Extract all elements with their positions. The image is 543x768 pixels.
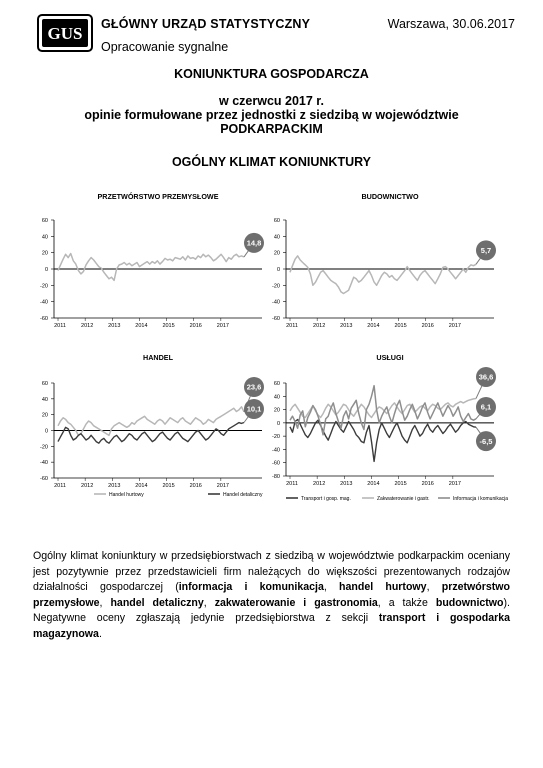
section-title: OGÓLNY KLIMAT KONIUNKTURY — [171, 155, 372, 169]
x-tick-label: 2011 — [286, 323, 298, 329]
callout — [476, 240, 496, 264]
description — [33, 549, 510, 642]
series-line — [290, 420, 476, 462]
callout-label: -6,5 — [479, 436, 493, 446]
chart-panel — [272, 353, 508, 502]
x-tick-label: 2013 — [340, 481, 353, 487]
y-tick-label: -40 — [272, 299, 280, 306]
chart-panel — [40, 353, 264, 498]
y-tick-label: 20 — [273, 407, 280, 414]
x-tick-label: 2012 — [81, 483, 94, 489]
y-tick-label: 60 — [41, 218, 48, 224]
x-tick-label: 2016 — [421, 481, 434, 487]
chart-title: HANDEL — [143, 353, 173, 362]
callout-label: 6,1 — [480, 402, 492, 412]
y-tick-label: 40 — [41, 234, 48, 241]
report-subtitle: Opracowanie sygnalne — [101, 40, 229, 54]
logo-text: GUS — [47, 24, 83, 43]
y-tick-label: 0 — [276, 420, 280, 427]
region-name: PODKARPACKIM — [220, 122, 323, 136]
legend-label: Transport i gosp. mag. — [301, 496, 351, 502]
y-tick-label: 40 — [273, 394, 280, 401]
chart-panel — [40, 192, 264, 329]
callout-label: 23,6 — [246, 382, 262, 392]
x-tick-label: 2014 — [367, 481, 380, 487]
chart-title: PRZETWÓRSTWO PRZEMYSŁOWE — [97, 192, 219, 201]
series-line — [58, 254, 244, 281]
y-tick-label: 60 — [41, 381, 48, 387]
x-tick-label: 2014 — [135, 483, 148, 489]
callout-label: 36,6 — [478, 372, 494, 382]
legend-label: Handel hurtowy — [109, 492, 144, 498]
y-tick-label: -60 — [40, 476, 48, 482]
y-tick-label: 0 — [276, 267, 280, 273]
x-tick-label: 2014 — [367, 323, 380, 329]
x-tick-label: 2013 — [340, 323, 353, 329]
y-tick-label: -40 — [40, 460, 48, 467]
y-tick-label: 60 — [273, 218, 280, 224]
y-tick-label: -40 — [272, 447, 280, 454]
callout — [244, 233, 264, 257]
y-tick-label: -60 — [272, 316, 280, 322]
main-title: KONIUNKTURA GOSPODARCZA — [174, 67, 369, 81]
x-tick-label: 2017 — [448, 323, 461, 329]
callout — [244, 399, 264, 423]
description-paragraph: Ogólny klimat koniunktury w przedsiębiorstwach z siedzibą w województwie podkarpackim oceniany jest pozytywnie przez przedstawicieli firm należących do większości prezentowanych rodzajów działalności gospodarczej (informacja i komunikacja, handel hurtowy, przetwórstwo przemysłowe, handel detaliczny, zakwaterowanie i gastronomia, a także budownictwo). Negatywne oceny zgłaszają jedynie przedsiębiorstwa z sekcji transport i gospodarka magazynowa. — [33, 550, 510, 640]
chart-title: BUDOWNICTWO — [361, 192, 419, 201]
org-name: GŁÓWNY URZĄD STATYSTYCZNY — [101, 17, 311, 31]
x-tick-label: 2012 — [81, 323, 94, 329]
callout-label: 10,1 — [246, 404, 262, 414]
y-tick-label: -60 — [40, 316, 48, 322]
legend-label: Handel detaliczny — [223, 492, 263, 498]
x-tick-label: 2016 — [189, 483, 202, 489]
callout — [476, 427, 496, 451]
y-tick-label: -20 — [272, 434, 280, 441]
y-tick-label: -20 — [272, 283, 280, 290]
x-tick-label: 2017 — [448, 481, 461, 487]
x-tick-label: 2011 — [286, 481, 298, 487]
y-tick-label: 40 — [273, 234, 280, 241]
y-tick-label: -60 — [272, 460, 280, 467]
x-tick-label: 2015 — [394, 481, 407, 487]
series-line — [290, 256, 476, 294]
opinion-line: opinie formułowane przez jednostki z siedzibą w województwie — [84, 108, 459, 122]
x-tick-label: 2011 — [54, 483, 66, 489]
legend-label: Zakwaterowanie i gastr. — [377, 496, 430, 502]
y-tick-label: 60 — [273, 381, 280, 387]
y-tick-label: 0 — [44, 428, 48, 435]
y-tick-label: 20 — [41, 250, 48, 257]
x-tick-label: 2012 — [313, 323, 326, 329]
callout-label: 14,8 — [246, 238, 262, 248]
y-tick-label: 40 — [41, 396, 48, 403]
x-tick-label: 2015 — [162, 483, 175, 489]
y-tick-label: 20 — [41, 412, 48, 419]
y-tick-label: 20 — [273, 250, 280, 257]
x-tick-label: 2013 — [108, 323, 121, 329]
series-line — [58, 407, 244, 436]
y-tick-label: -20 — [40, 283, 48, 290]
x-tick-label: 2016 — [189, 323, 202, 329]
y-tick-label: -80 — [272, 474, 280, 480]
x-tick-label: 2014 — [135, 323, 148, 329]
y-tick-label: -40 — [40, 299, 48, 306]
x-tick-label: 2017 — [216, 483, 229, 489]
x-tick-label: 2016 — [421, 323, 434, 329]
callout-label: 5,7 — [480, 245, 492, 255]
chart-title: USŁUGI — [376, 353, 404, 362]
x-tick-label: 2012 — [313, 481, 326, 487]
x-tick-label: 2013 — [108, 483, 121, 489]
legend-label: Informacja i komunikacja — [453, 496, 509, 502]
y-tick-label: -20 — [40, 444, 48, 451]
callout — [476, 367, 496, 399]
x-tick-label: 2015 — [394, 323, 407, 329]
x-tick-label: 2011 — [54, 323, 66, 329]
y-tick-label: 0 — [44, 267, 48, 273]
chart-panel — [272, 192, 496, 329]
place-date: Warszawa, 30.06.2017 — [387, 17, 515, 31]
callout — [476, 397, 496, 419]
date-line: w czerwcu 2017 r. — [219, 94, 324, 108]
x-tick-label: 2015 — [162, 323, 175, 329]
x-tick-label: 2017 — [216, 323, 229, 329]
